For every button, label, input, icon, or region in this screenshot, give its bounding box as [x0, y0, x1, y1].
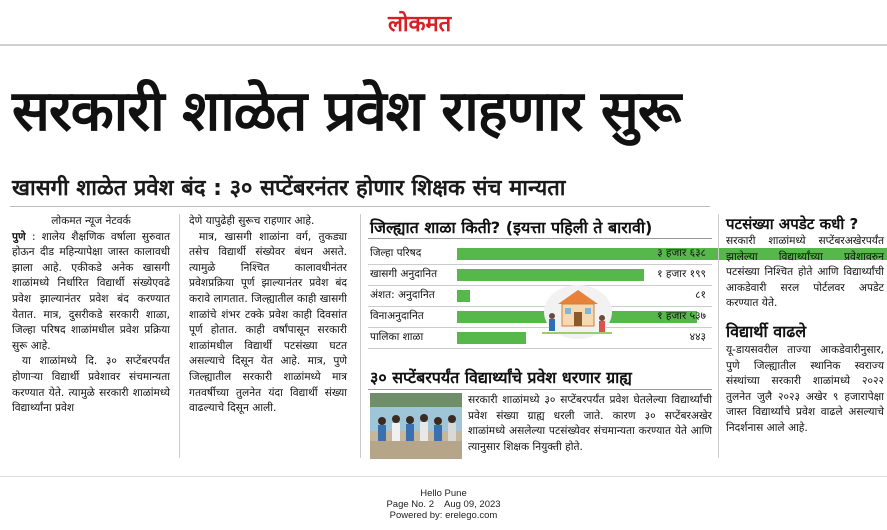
- article-paragraph-4: मात्र, खासगी शाळांना वर्ग, तुकड्या तसेच विद्यार्थी संख्येवर बंधन असते. त्यामुळे निश्चित कालावधीनंतर प्रवेशप्रक्रिया पूर्ण झाल्यानंतर प्रवेश बंद करावे लागतात. जिल्ह्यातील काही खासगी शाळांचे शंभर टक्के प्रवेश काही दिवसांत पूर्ण होतात. काही वर्षांपासून सरकारी शाळांमधील विद्यार्थी पटसंख्या घटत असल्याचे दिसून येत आहे. मात्र, पुणे जिल्ह्यातील सरकारी शाळांमध्ये मात्र गतवर्षीच्या तुलनेत यंदा विद्यार्थी संख्या वाढल्याचे दिसून आली.: [189, 230, 347, 415]
- headline: सरकारी शाळेत प्रवेश राहणार सुरू: [12, 79, 681, 144]
- dateline: पुणे: [12, 230, 26, 243]
- article-column-1: [12, 214, 170, 417]
- lokmat-logo: लोकमत: [388, 12, 452, 37]
- section-title-divider: [368, 389, 712, 390]
- masthead-divider: [0, 44, 887, 46]
- chart-category-label: अंशत: अनुदानित: [370, 289, 435, 301]
- chart-category-label: विनाअनुदानित: [370, 310, 424, 322]
- page-footer: [0, 488, 887, 521]
- side-text-1: सरकारी शाळांमध्ये सप्टेंबरअखेरपर्यंत झालेल्या विद्यार्थ्यांच्या प्रवेशावरुन पटसंख्या निश्चित होते आणि विद्यार्थ्यांची आकडेवारी सरल पोर्टलवर अपडेट करण्यात येते.: [726, 235, 884, 310]
- article-column-2: [189, 214, 347, 417]
- article-paragraph-1: : शालेय शैक्षणिक वर्षाला सुरुवात होऊन दीड महिन्यापेक्षा जास्त कालावधी झाला आहे. एकीकडे अनेक खासगी शाळांमध्ये निर्धारित विद्यार्थी संख्येएवढे प्रवेश झाल्यानंतर प्रवेश बंद करण्यात येतात. मात्र, दुसरीकडे सरकारी शाळा, जिल्हा परिषद शाळांमधील प्रवेश प्रक्रिया सुरू आहे.: [12, 230, 170, 352]
- article-paragraph-3: देणे यापुढेही सुरूच राहणार आहे.: [189, 215, 315, 227]
- chart-value-label: ३ हजार ६३८: [657, 247, 706, 259]
- chart-bar: [457, 332, 526, 344]
- masthead: [0, 0, 887, 46]
- chart-value-label: ८१: [695, 289, 706, 301]
- footer-divider: [0, 476, 887, 477]
- chart-category-label: पालिका शाळा: [370, 331, 424, 343]
- chart-category-label: जिल्हा परिषद: [370, 247, 422, 259]
- section-title: ३० सप्टेंबरपर्यंत विद्यार्थ्यांचे प्रवेश धरणार ग्राह्य: [370, 368, 632, 387]
- side-title-2: विद्यार्थी वाढले: [726, 322, 807, 341]
- page-date: Page No. 2 Aug 09, 2023: [386, 499, 501, 510]
- chart-row-divider: [368, 348, 712, 349]
- chart-bar: [457, 290, 470, 302]
- chart-value-label: १ हजार ५३७: [657, 310, 706, 322]
- edition-name: Hello Pune: [420, 488, 467, 499]
- chart-category-label: खासगी अनुदानित: [370, 268, 438, 280]
- column-divider: [718, 214, 719, 458]
- chart-row: [368, 245, 712, 262]
- school-illustration-icon: [540, 282, 612, 340]
- subheadline: खासगी शाळेत प्रवेश बंद : ३० सप्टेंबरनंतर होणार शिक्षक संच मान्यता: [12, 176, 566, 201]
- chart-title: जिल्ह्यात शाळा किती? (इयत्ता पहिली ते बारावी): [370, 218, 653, 237]
- chart-value-label: ४४३: [689, 331, 706, 343]
- chart-title-divider: [368, 238, 712, 239]
- article-paragraph-2: या शाळांमध्ये दि. ३० सप्टेंबरपर्यंत होणाऱ्या विद्यार्थी प्रवेशावर संचमान्यता करण्यात येते. त्यामुळे सरकारी शाळांमध्ये विद्यार्थ्यांना प्रवेश: [12, 355, 170, 415]
- side-title-1: पटसंख्या अपडेट कधी ?: [726, 215, 859, 233]
- chart-row-divider: [368, 264, 712, 265]
- students-photo: [370, 393, 462, 459]
- column-divider: [360, 214, 361, 458]
- chart-bar: [457, 269, 644, 281]
- side-text-2: यू-डायसवरील ताज्या आकडेवारीनुसार, पुणे जिल्ह्यातील स्थानिक स्वराज्य संस्थांच्या सरकारी शाळांमध्ये २०२२ तुलनेत जुलै २०२३ अखेर ९ हजारापेक्षा जास्त विद्यार्थ्यांचे प्रवेश वाढले असल्याचे निदर्शनास आले आहे.: [726, 344, 884, 434]
- chart-row: [368, 266, 712, 283]
- column-divider: [179, 214, 180, 458]
- section-text: सरकारी शाळांमध्ये ३० सप्टेंबरपर्यंत प्रवेश घेतलेल्या विद्यार्थ्यांची प्रवेश संख्या ग्राह्य धरली जाते. कारण ३० सप्टेंबरअखेर शाळांमध्ये असलेल्या पटसंख्येवर संचमान्यता करण्यात येते आणि त्यानुसार शिक्षक नियुक्ती होते.: [468, 394, 712, 453]
- subheadline-divider: [10, 206, 710, 207]
- chart-value-label: १ हजार १९९: [657, 268, 706, 280]
- powered-by: Powered by: erelego.com: [389, 510, 498, 521]
- byline: लोकमत न्यूज नेटवर्क: [51, 215, 131, 227]
